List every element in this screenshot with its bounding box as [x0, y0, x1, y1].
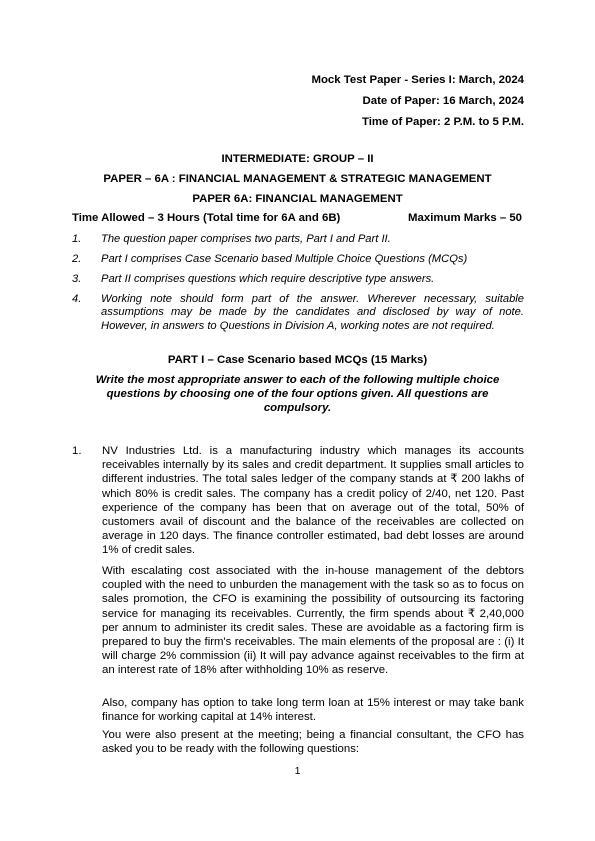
instruction-item [72, 253, 524, 266]
part1-instruction: Write the most appropriate answer to each of the following multiple choice questions by choosing one of the four options given. All questions are compulsory. [95, 374, 500, 414]
question-number: 1. [72, 445, 82, 457]
question-paragraph: With escalating cost associated with the in-house management of the debtors coupled with the need to unburden the management with the task so as to focus on sales promotion, the CFO is examining the possibility of outsourcing its factoring service for managing its receivables. Currently, the firm spends about ₹ 2,40,000 per annum to administer its credit sales. These are avoidable as a factoring firm is prepared to buy the firm's receivables. The main elements of the proposal are : (i) It will charge 2% commission (ii) It will pay advance against receivables to the firm at an interest rate of 18% after withholding 10% as reserve. [102, 565, 524, 677]
maximum-marks: Maximum Marks – 50 [408, 212, 522, 224]
paper-full-title: PAPER – 6A : FINANCIAL MANAGEMENT & STRATEGIC MANAGEMENT [103, 173, 492, 185]
paper-header [311, 70, 524, 133]
instruction-number: 2. [72, 253, 82, 265]
date-line: Date of Paper: 16 March, 2024 [362, 95, 524, 107]
instruction-item [72, 273, 524, 286]
instruction-text: Working note should form part of the answer. Wherever necessary, suitable assumptions may be made by the candidates and disclosed by way of note. However, in answers to Questions in Division A, working notes are not required. [101, 293, 524, 332]
time-allowed: Time Allowed – 3 Hours (Total time for 6A and 6B) [72, 212, 341, 224]
question-paragraph: Also, company has option to take long term loan at 15% interest or may take bank finance for working capital at 14% interest. [102, 697, 524, 724]
page-number: 1 [294, 765, 301, 777]
instruction-text: Part II comprises questions which require descriptive type answers. [101, 273, 435, 285]
instruction-item [72, 233, 524, 246]
instruction-number: 4. [72, 293, 82, 305]
series-line: Mock Test Paper - Series I: March, 2024 [311, 74, 524, 86]
question-paragraph: You were also present at the meeting; being a financial consultant, the CFO has asked you to be ready with the following questions: [102, 729, 524, 756]
group-title: INTERMEDIATE: GROUP – II [221, 153, 374, 165]
instruction-number: 1. [72, 233, 82, 245]
instruction-item [72, 293, 524, 333]
instruction-text: The question paper comprises two parts, Part I and Part II. [101, 233, 391, 245]
instruction-text: Part I comprises Case Scenario based Multiple Choice Questions (MCQs) [101, 253, 468, 265]
instruction-number: 3. [72, 273, 82, 285]
part1-heading: PART I – Case Scenario based MCQs (15 Marks) [167, 354, 428, 366]
time-line: Time of Paper: 2 P.M. to 5 P.M. [361, 116, 524, 128]
question-paragraph: NV Industries Ltd. is a manufacturing industry which manages its accounts receivables internally by its sales and credit department. It supplies small articles to different industries. The total sales ledger of the company stands at ₹ 200 lakhs of which 80% is credit sales. The company has a credit policy of 2/40, net 120. Past experience of the company has been that on average out of the total, 50% of customers avail of discount and the balance of the receivables are collected on average in 120 days. The finance controller estimated, bad debt losses are around 1% of credit sales. [102, 445, 524, 557]
time-marks-row [72, 211, 524, 225]
paper-short-title: PAPER 6A: FINANCIAL MANAGEMENT [192, 193, 403, 205]
